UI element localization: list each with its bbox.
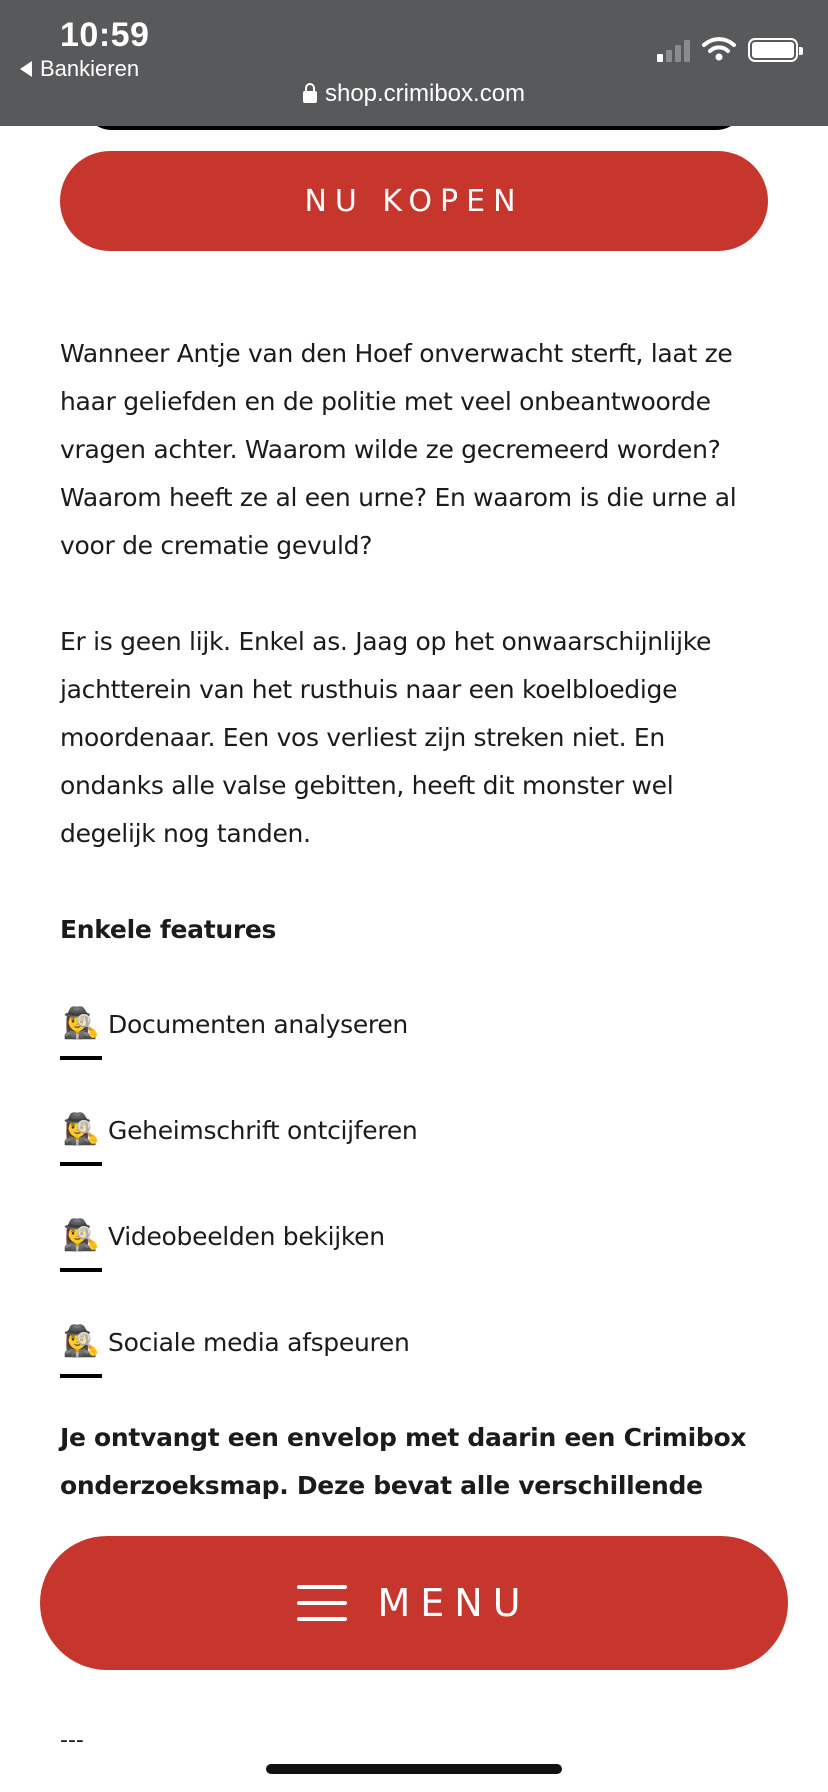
status-time: 10:59 [60,16,150,54]
detective-emoji-icon: 🕵️‍♀️ [60,1002,102,1060]
address-bar[interactable] [0,80,828,108]
feature-label: Documenten analyseren [108,1010,408,1039]
menu-label: MENU [377,1581,531,1625]
wifi-icon [702,36,736,62]
product-description [60,330,760,1510]
description-paragraph: Wanneer Antje van den Hoef onverwacht sterft, laat ze haar geliefden en de politie met veel onbeantwoorde vragen achter. Waarom wilde ze gecremeerd worden? Waarom heeft ze al een urne? En waarom is die urne al voor de crematie gevuld? [60,339,737,560]
home-indicator[interactable] [266,1764,562,1774]
url-text: shop.crimibox.com [324,80,526,107]
status-icons [657,36,798,62]
browser-status-bar [0,0,828,126]
detective-emoji-icon: 🕵️‍♀️ [60,1108,102,1166]
features-heading: Enkele features [60,915,277,944]
menu-button[interactable] [40,1536,788,1670]
feature-item [60,1108,760,1166]
feature-item [60,1214,760,1272]
feature-label: Videobeelden bekijken [108,1222,385,1251]
description-paragraph: Er is geen lijk. Enkel as. Jaag op het onwaarschijnlijke jachtterein van het rusthuis naar een koelbloedige moordenaar. Een vos verliest zijn streken niet. En ondanks alle valse gebitten, heeft dit monster wel degelijk nog tanden. [60,627,712,848]
cellular-signal-icon [657,38,690,62]
detective-emoji-icon: 🕵️‍♀️ [60,1320,102,1378]
envelope-paragraph: Je ontvangt een envelop met daarin een Crimibox onderzoeksmap. Deze bevat alle verschillende [60,1423,747,1500]
feature-item [60,1320,760,1378]
back-app-label: Bankieren [40,56,140,81]
battery-icon [748,38,798,62]
detective-emoji-icon: 🕵️‍♀️ [60,1214,102,1272]
feature-label: Sociale media afspeuren [108,1328,410,1357]
buy-now-button[interactable]: NU KOPEN [60,151,768,251]
separator-dashes: --- [60,1728,84,1753]
feature-item [60,1002,760,1060]
back-to-app-button[interactable] [20,56,139,82]
back-arrow-icon [20,61,32,77]
lock-icon [303,91,317,103]
feature-label: Geheimschrift ontcijferen [108,1116,418,1145]
hamburger-icon [297,1585,347,1621]
